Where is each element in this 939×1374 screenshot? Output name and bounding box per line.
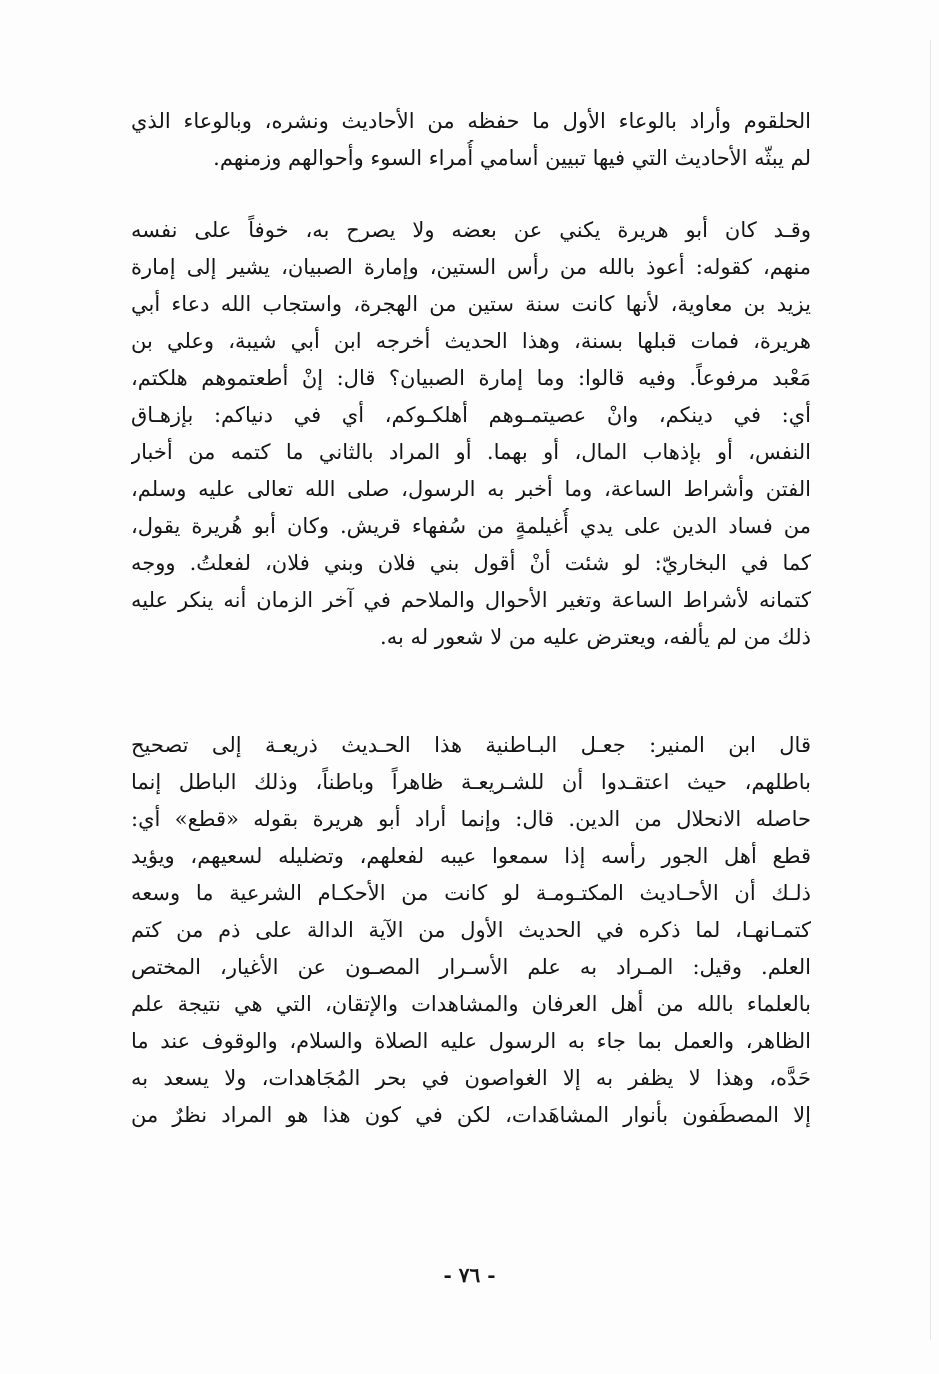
text-line: من فساد الدين على يدي أُغيلمةٍ من سُفهاء قريش. وكان أبو هُريرة يقول، (131, 514, 811, 538)
text-line: أي: في دينكم، وانْ عصيتمـوهم أهلكـوكم، أي في دنياكم: بإزهـاق (131, 403, 811, 427)
text-line: إلا المصطَفون بأنوار المشاهَدات، لكن في كون هذا هو المراد نظرٌ من (131, 1103, 811, 1127)
text-line: قطع أهل الجور رأسه إذا سمعوا عيبه لفعلهم، وتضليله لسعيهم، ويؤيد (131, 844, 811, 868)
text-line: باطلهم، حيث اعتقـدوا أن للشـريعـة ظاهراً وباطناً، وذلك الباطل إنما (131, 770, 811, 794)
paragraph-3 (131, 727, 811, 1134)
text-line: وقـد كان أبو هريرة يكني عن بعضه ولا يصرح به، خوفاً على نفسه (131, 218, 811, 242)
text-line: الفتن وأشراط الساعة، وما أخبر به الرسول، صلى الله تعالى عليه وسلم، (131, 477, 811, 501)
text-line: حاصله الانحلال من الدين. قال: وإنما أراد أبو هريرة بقوله «قطع» أي: (131, 807, 811, 831)
text-line: الظاهر، والعمل بما جاء به الرسول عليه الصلاة والسلام، والوقوف عند ما (131, 1029, 811, 1053)
paragraph-1 (131, 103, 811, 177)
text-line: هريرة، فمات قبلها بسنة، وهذا الحديث أخرجه ابن أبي شيبة، وعلي بن (131, 329, 811, 353)
page-edge-line (930, 40, 931, 1340)
paragraph-2 (131, 212, 811, 656)
text-line: يزيد بن معاوية، لأنها كانت سنة ستين من الهجرة، واستجاب الله دعاء أبي (131, 292, 811, 316)
text-line: مَعْبد مرفوعاً. وفيه قالوا: وما إمارة الصبيان؟ قال: إنْ أطعتموهم هلكتم، (131, 366, 811, 390)
text-line: حَدَّه، وهذا لا يظفر به إلا الغواصون في بحر المُجَاهدات، ولا يسعد به (131, 1066, 811, 1090)
text-line: النفس، أو بإذهاب المال، أو بهما. أو المراد بالثاني ما كتمه من أخبار (131, 440, 811, 464)
page-number: - ٧٦ - (443, 1263, 496, 1287)
text-line: لم يبثّه الأحاديث التي فيها تبيين أسامي أُمراء السوء وأحوالهم وزمنهم. (213, 146, 811, 170)
text-line: كتمـانهـا، لما ذكره في الحديث الأول من الآية الدالة على ذم من كتم (131, 918, 811, 942)
text-line: العلم. وقيل: المـراد به علم الأسـرار المصـون عن الأغيار، المختص (131, 955, 811, 979)
text-line: بالعلماء بالله من أهل العرفان والمشاهدات والإتقان، التي هي نتيجة علم (131, 992, 811, 1016)
text-line: كتمانه لأشراط الساعة وتغير الأحوال والملاحم في آخر الزمان أنه ينكر عليه (131, 588, 811, 612)
text-line: الحلقوم وأراد بالوعاء الأول ما حفظه من الأحاديث ونشره، وبالوعاء الذي (131, 109, 811, 133)
text-line: ذلـك أن الأحـاديث المكتـومـة لو كانت من الأحكـام الشرعية ما وسعه (131, 881, 811, 905)
text-line: ذلك من لم يألفه، ويعترض عليه من لا شعور له به. (380, 625, 811, 649)
text-line: منهم، كقوله: أعوذ بالله من رأس الستين، وإمارة الصبيان، يشير إلى إمارة (131, 255, 811, 279)
text-line: كما في البخاريّ: لو شئت أنْ أقول بني فلان وبني فلان، لفعلتُ. ووجه (131, 551, 811, 575)
text-line: قال ابن المنير: جعـل البـاطنية هذا الحـديث ذريعـة إلى تصحيح (131, 733, 811, 757)
